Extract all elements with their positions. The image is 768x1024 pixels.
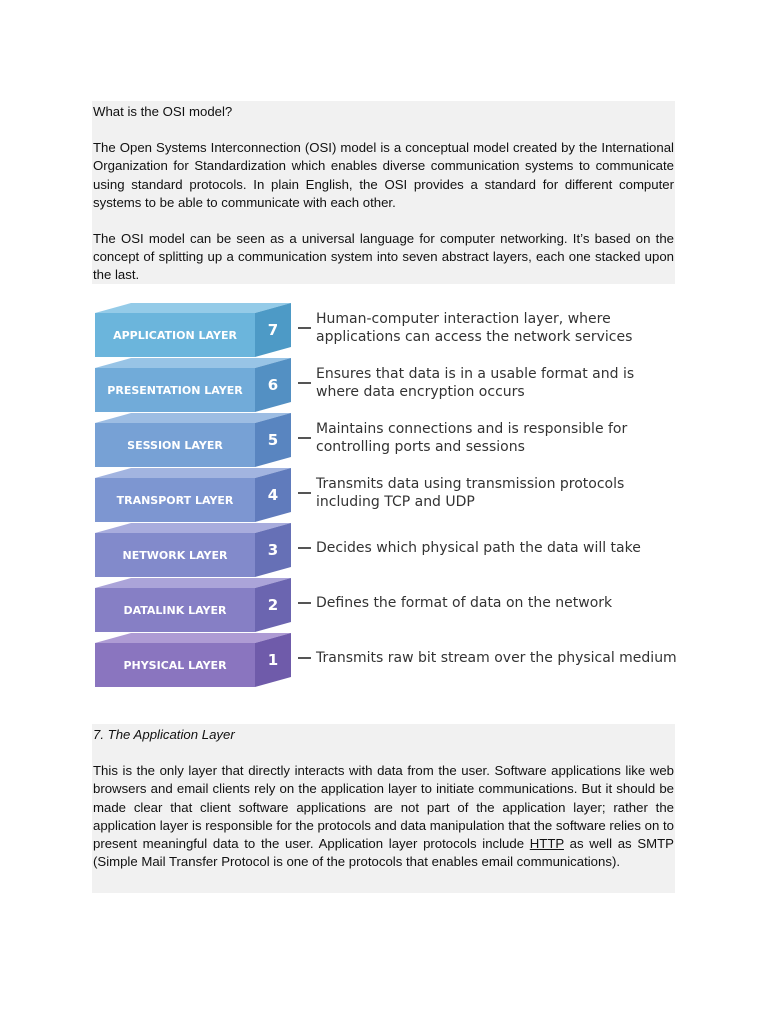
osi-layer-3 (95, 523, 641, 577)
layer-name-3: NETWORK LAYER (122, 549, 228, 562)
layer-desc-6-line1: Ensures that data is in a usable format and is (316, 366, 635, 382)
osi-layer-diagram (92, 300, 682, 690)
layer-desc-4-line1: Transmits data using transmission protocols (316, 476, 625, 492)
osi-layer-1 (95, 633, 677, 687)
application-layer-text: This is the only layer that directly interacts with data from the user. Software applications like web browsers and email clients rely on the application layer to initiate communications. But it should be made clear that client software applications are not part of the application layer; rather the application layer is responsible for the protocols and data manipulation that the software relies on to present meaningful data to the user. Application layer protocols include (93, 763, 674, 852)
layer-desc-4-line2: including TCP and UDP (316, 494, 475, 510)
layer-number-4: 4 (267, 486, 279, 504)
intro-paragraph-2: The OSI model can be seen as a universal language for computer networking. It’s based on the concept of splitting up a communication system into seven abstract layers, each one stacked upon the last. (93, 231, 674, 283)
section-question: What is the OSI model? (93, 104, 233, 119)
layer-name-1: PHYSICAL LAYER (123, 659, 227, 672)
layer-desc-5-line1: Maintains connections and is responsible for (316, 421, 628, 437)
layer-desc-5-line2: controlling ports and sessions (316, 439, 525, 455)
osi-layer-4 (95, 468, 624, 522)
layer-number-7: 7 (267, 321, 279, 339)
http-link[interactable]: HTTP (529, 836, 564, 852)
layer-name-2: DATALINK LAYER (123, 604, 227, 617)
application-layer-text-end: as well as SMTP (Simple Mail Transfer Protocol is one of the protocols that enables email communications). (93, 836, 674, 870)
intro-paragraph-1: The Open Systems Interconnection (OSI) model is a conceptual model created by the International Organization for Standardization which enables diverse communication systems to communicate using standard protocols. In plain English, the OSI provides a standard for different computer systems to be able to communicate with each other. (93, 140, 674, 210)
application-layer-section (92, 724, 675, 893)
osi-layer-7 (95, 303, 632, 357)
layer-desc-3-line1: Decides which physical path the data will take (316, 540, 641, 556)
osi-layer-6 (95, 358, 634, 412)
application-layer-paragraph (93, 762, 674, 871)
application-layer-heading: 7. The Application Layer (93, 727, 235, 742)
intro-section (92, 101, 675, 284)
layer-desc-6-line2: where data encryption occurs (316, 384, 525, 400)
osi-layer-5 (95, 413, 627, 467)
layer-name-6: PRESENTATION LAYER (107, 384, 243, 397)
layer-name-5: SESSION LAYER (127, 439, 223, 452)
layer-name-7: APPLICATION LAYER (113, 329, 237, 342)
layer-desc-7-line2: applications can access the network services (316, 329, 633, 345)
osi-layer-2 (95, 578, 613, 632)
layer-number-6: 6 (267, 376, 279, 394)
layer-desc-2-line1: Defines the format of data on the network (316, 595, 613, 611)
layer-number-1: 1 (267, 651, 279, 669)
layer-number-2: 2 (267, 596, 279, 614)
layer-number-3: 3 (267, 541, 279, 559)
layer-name-4: TRANSPORT LAYER (116, 494, 234, 507)
layer-desc-1-line1: Transmits raw bit stream over the physical medium (316, 650, 677, 666)
layer-desc-7-line1: Human-computer interaction layer, where (316, 311, 611, 327)
layer-number-5: 5 (267, 431, 279, 449)
